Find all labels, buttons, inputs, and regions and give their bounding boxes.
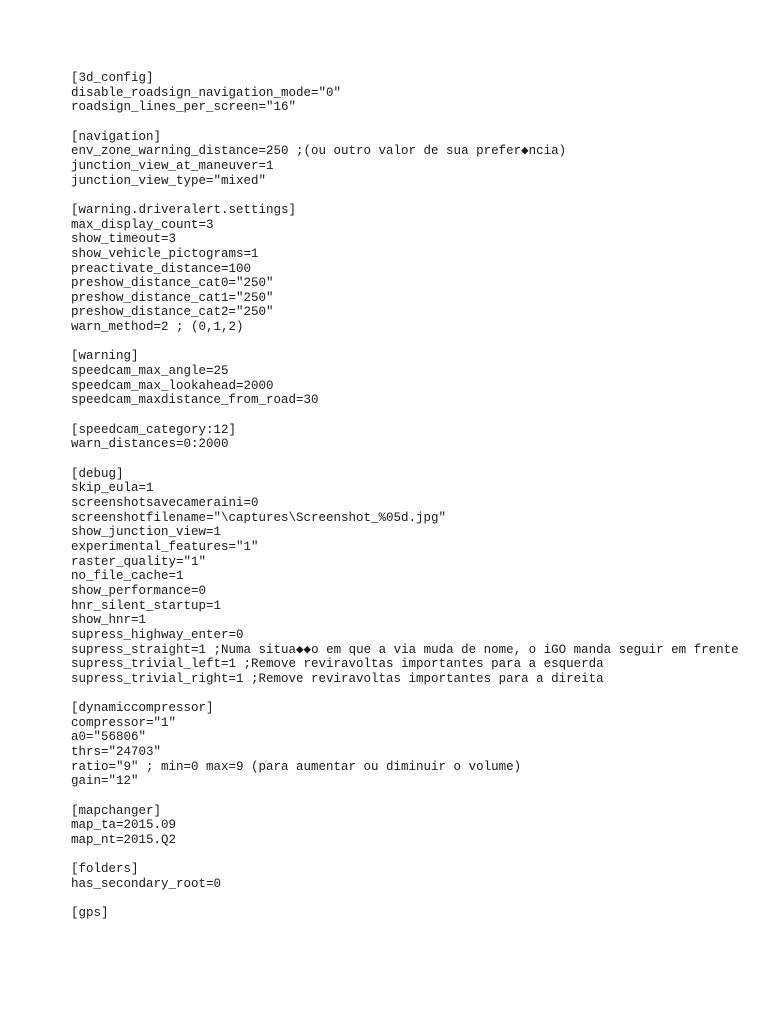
config-line: raster_quality="1" (71, 554, 207, 569)
config-line: supress_trivial_right=1 ;Remove reviravoltas importantes para a direita (71, 671, 604, 686)
section-folders (71, 862, 751, 891)
config-line: junction_view_type="mixed" (71, 173, 267, 188)
section-header: [dynamiccompressor] (71, 701, 214, 716)
config-line: disable_roadsign_navigation_mode="0" (71, 85, 342, 100)
section-header: [warning.driveralert.settings] (71, 202, 297, 217)
config-line: roadsign_lines_per_screen="16" (71, 100, 297, 115)
section-header: [navigation] (71, 129, 162, 144)
config-line: experimental_features="1" (71, 539, 259, 554)
section-3d-config (71, 71, 751, 115)
config-line: max_display_count=3 (71, 217, 214, 232)
section-mapchanger (71, 804, 751, 848)
config-line: has_secondary_root=0 (71, 876, 222, 891)
config-line: show_performance=0 (71, 583, 207, 598)
config-line: warn_method=2 ; (0,1,2) (71, 320, 244, 335)
config-line: supress_straight=1 ;Numa situa◆◆o em que a via muda de nome, o iGO manda seguir em frente (71, 642, 739, 657)
config-line: ratio="9" ; min=0 max=9 (para aumentar ou diminuir o volume) (71, 759, 522, 774)
config-line: show_hnr=1 (71, 613, 147, 628)
config-line: warn_distances=0:2000 (71, 437, 229, 452)
section-dynamiccompressor (71, 701, 751, 789)
section-header: [gps] (71, 906, 109, 921)
config-line: screenshotsavecameraini=0 (71, 495, 259, 510)
config-line: junction_view_at_maneuver=1 (71, 158, 274, 173)
config-line: speedcam_max_lookahead=2000 (71, 378, 274, 393)
config-line: map_nt=2015.Q2 (71, 833, 177, 848)
config-line: env_zone_warning_distance=250 ;(ou outro valor de sua prefer◆ncia) (71, 144, 567, 159)
config-line: supress_highway_enter=0 (71, 627, 244, 642)
config-line: thrs="24703" (71, 745, 162, 760)
section-header: [speedcam_category:12] (71, 422, 237, 437)
config-line: preshow_distance_cat2="250" (71, 305, 274, 320)
section-debug (71, 467, 751, 687)
config-document (71, 71, 751, 936)
config-line: no_file_cache=1 (71, 569, 184, 584)
section-navigation (71, 130, 751, 189)
config-line: skip_eula=1 (71, 481, 154, 496)
config-line: show_junction_view=1 (71, 525, 222, 540)
config-line: hnr_silent_startup=1 (71, 598, 222, 613)
config-line: speedcam_max_angle=25 (71, 364, 229, 379)
config-line: compressor="1" (71, 715, 177, 730)
section-gps (71, 906, 751, 921)
section-warning-driveralert-settings (71, 203, 751, 335)
config-line: gain="12" (71, 774, 139, 789)
section-header: [warning] (71, 349, 139, 364)
config-line: map_ta=2015.09 (71, 818, 177, 833)
config-line: preactivate_distance=100 (71, 261, 252, 276)
section-header: [mapchanger] (71, 803, 162, 818)
config-line: preshow_distance_cat1="250" (71, 290, 274, 305)
section-header: [debug] (71, 466, 124, 481)
section-speedcam-category (71, 423, 751, 452)
config-line: supress_trivial_left=1 ;Remove reviravoltas importantes para a esquerda (71, 657, 604, 672)
section-header: [folders] (71, 862, 139, 877)
section-header: [3d_config] (71, 71, 154, 85)
config-line: show_timeout=3 (71, 232, 177, 247)
section-warning (71, 349, 751, 408)
config-line: speedcam_maxdistance_from_road=30 (71, 393, 319, 408)
config-line: a0="56806" (71, 730, 147, 745)
config-line: preshow_distance_cat0="250" (71, 276, 274, 291)
config-line: screenshotfilename="\captures\Screenshot_%05d.jpg" (71, 510, 447, 525)
config-line: show_vehicle_pictograms=1 (71, 246, 259, 261)
